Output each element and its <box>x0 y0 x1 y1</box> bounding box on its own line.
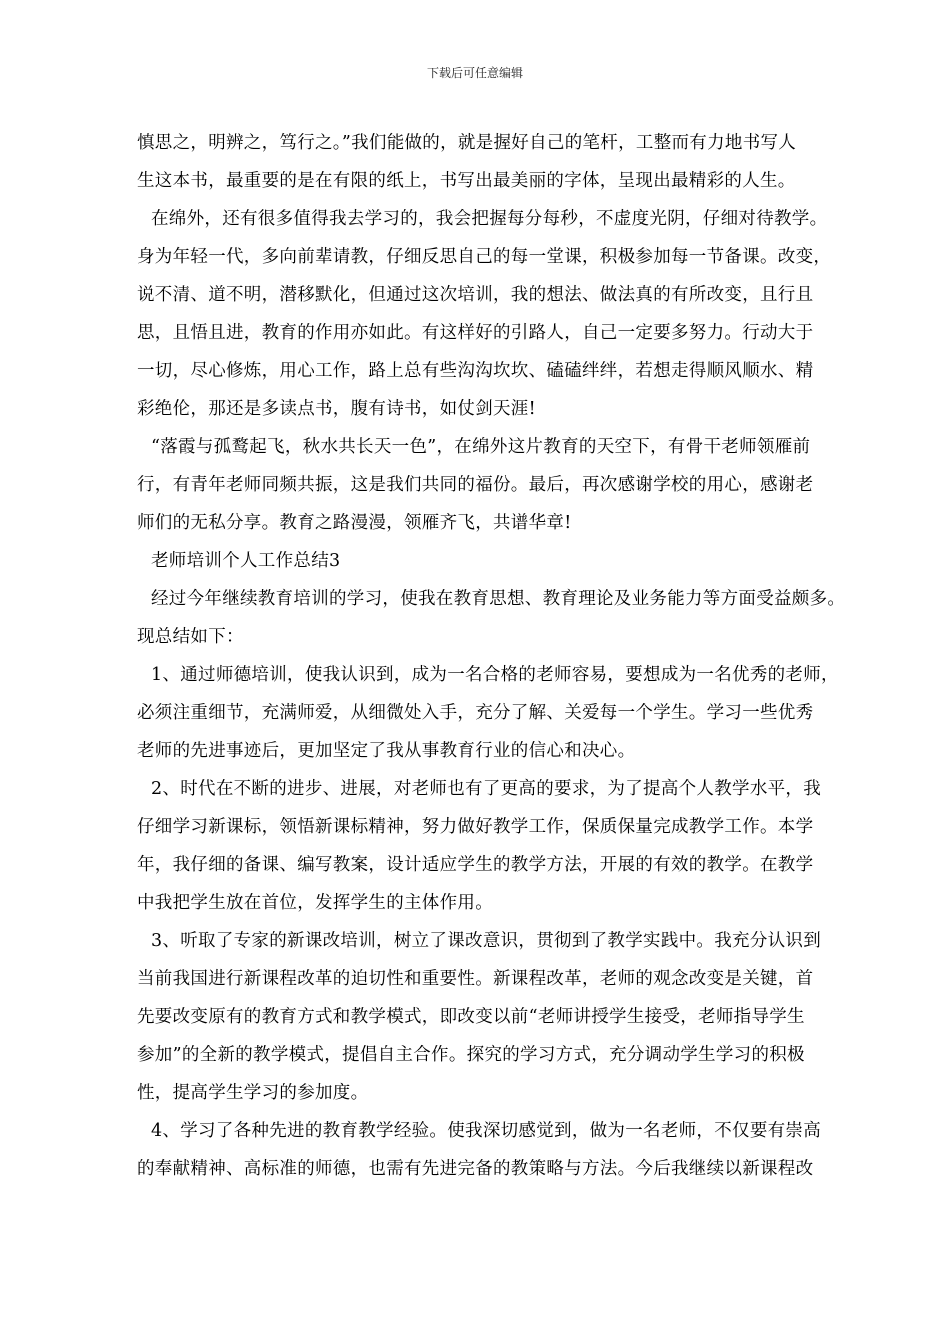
text-line: “落霞与孤鹜起飞，秋水共长天一色”，在绵外这片教育的天空下，有骨干老师领雁前 <box>151 437 811 457</box>
text-line: 4、学习了各种先进的教育教学经验。使我深切感觉到，做为一名老师，不仅要有崇高 <box>151 1121 822 1141</box>
text-line: 当前我国进行新课程改革的迫切性和重要性。新课程改革，老师的观念改变是关键，首 <box>137 969 814 989</box>
text-line: 中我把学生放在首位，发挥学生的主体作用。 <box>137 893 493 913</box>
text-line: 老师的先进事迹后，更加坚定了我从事教育行业的信心和决心。 <box>137 741 636 761</box>
text-line: 经过今年继续教育培训的学习，使我在教育思想、教育理论及业务能力等方面受益颇多。 <box>151 589 846 609</box>
text-line: 2、时代在不断的进步、进展，对老师也有了更高的要求，为了提高个人教学水平，我 <box>151 779 822 799</box>
text-line: 行，有青年老师同频共振，这是我们共同的福份。最后，再次感谢学校的用心，感谢老 <box>137 475 814 495</box>
text-line: 参加”的全新的教学模式，提倡自主合作。探究的学习方式，充分调动学生学习的积极 <box>137 1045 805 1065</box>
text-line: 仔细学习新课标，领悟新课标精神，努力做好教学工作，保质保量完成教学工作。本学 <box>137 817 814 837</box>
text-line: 一切，尽心修炼，用心工作，路上总有些沟沟坎坎、磕磕绊绊，若想走得顺风顺水、精 <box>137 361 814 381</box>
text-line: 3、听取了专家的新课改培训，树立了课改意识，贯彻到了教学实践中。我充分认识到 <box>151 931 822 951</box>
text-line: 先要改变原有的教育方式和教学模式，即改变以前“老师讲授学生接受，老师指导学生 <box>137 1007 805 1027</box>
text-line: 在绵外，还有很多值得我去学习的，我会把握每分每秒，不虚度光阴，仔细对待教学。 <box>151 209 828 229</box>
text-line: 生这本书，最重要的是在有限的纸上，书写出最美丽的字体，呈现出最精彩的人生。 <box>137 171 796 191</box>
text-line: 师们的无私分享。教育之路漫漫，领雁齐飞，共谱华章! <box>137 513 572 533</box>
text-line: 现总结如下： <box>137 627 244 647</box>
text-line: 慎思之，明辨之，笃行之。”我们能做的，就是握好自己的笔杆，工整而有力地书写人 <box>137 133 797 153</box>
text-line: 1、通过师德培训，使我认识到，成为一名合格的老师容易，要想成为一名优秀的老师， <box>151 665 839 685</box>
text-line: 的奉献精神、高标准的师德，也需有先进完备的教策略与方法。今后我继续以新课程改 <box>137 1159 814 1179</box>
document-body <box>137 124 897 1188</box>
text-line: 老师培训个人工作总结3 <box>151 551 341 571</box>
text-line: 年，我仔细的备课、编写教案，设计适应学生的教学方法，开展的有效的教学。在教学 <box>137 855 814 875</box>
text-line: 说不清、道不明，潜移默化，但通过这次培训，我的想法、做法真的有所改变，且行且 <box>137 285 814 305</box>
text-line: 思，且悟且进，教育的作用亦如此。有这样好的引路人，自己一定要多努力。行动大于 <box>137 323 814 343</box>
text-line: 身为年轻一代，多向前辈请教，仔细反思自己的每一堂课，积极参加每一节备课。改变， <box>137 247 832 267</box>
text-line: 必须注重细节，充满师爱，从细微处入手，充分了解、关爱每一个学生。学习一些优秀 <box>137 703 814 723</box>
text-line: 性，提高学生学习的参加度。 <box>137 1083 369 1103</box>
text-line: 彩绝伦，那还是多读点书，腹有诗书，如仗剑天涯! <box>137 399 536 419</box>
page-header: 下载后可任意编辑 <box>426 66 523 80</box>
